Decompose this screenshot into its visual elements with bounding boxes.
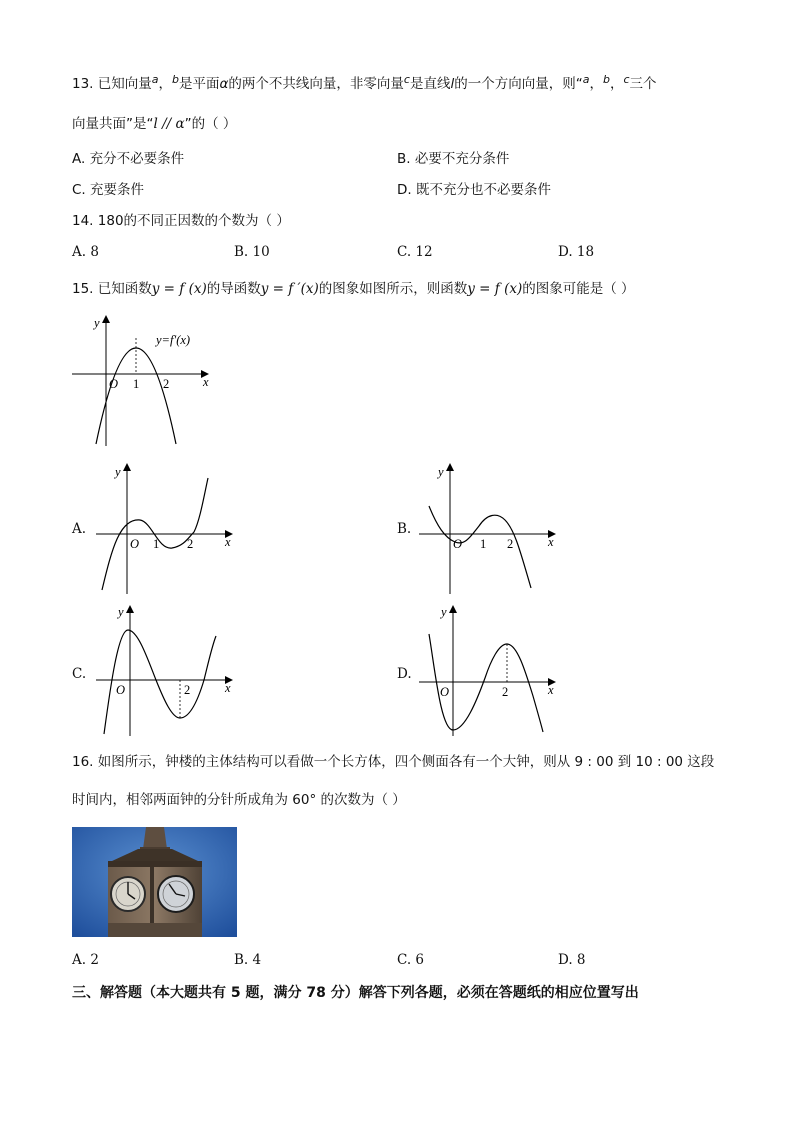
clock-face-right: [158, 876, 194, 912]
q16-option-b: B. 4: [234, 952, 262, 968]
svg-text:y=f′(x): y=f′(x): [156, 333, 191, 347]
svg-text:x: x: [225, 535, 231, 549]
q16-option-c: C. 6: [397, 952, 425, 968]
svg-text:2: 2: [502, 685, 509, 699]
svg-text:x: x: [225, 681, 231, 695]
q15-option-a-label: A.: [72, 521, 87, 537]
q16-stem-line2: 时间内，相邻两面钟的分针所成角为 60° 的次数为（ ）: [72, 792, 406, 808]
svg-text:O: O: [116, 683, 126, 697]
svg-text:y: y: [94, 316, 100, 330]
q15-option-c-label: C.: [72, 666, 87, 682]
derivative-graph: [60, 310, 220, 450]
q14-option-b: B. 10: [234, 244, 270, 260]
svg-text:1: 1: [133, 377, 140, 391]
svg-text:O: O: [453, 537, 463, 551]
svg-text:y: y: [441, 605, 447, 619]
q14-option-a: A. 8: [72, 244, 99, 260]
q15-option-d-label: D.: [397, 666, 412, 682]
svg-text:x: x: [203, 375, 209, 389]
q13-stem-line1: 13. 已知向量$^a$，$^b$是平面α的两个不共线向量，非零向量$^c$是直线l的一个方向向量，则“$^a$，$^b$，$^c$三个: [72, 73, 657, 92]
svg-text:y: y: [438, 465, 444, 479]
q15-option-d-graph: [415, 600, 565, 740]
svg-text:2: 2: [184, 683, 191, 697]
q14-stem: 14. 180的不同正因数的个数为（ ）: [72, 213, 290, 229]
q14-option-d: D. 18: [558, 244, 595, 260]
q13-option-d: D. 既不充分也不必要条件: [397, 182, 551, 198]
svg-text:2: 2: [507, 537, 514, 551]
svg-text:O: O: [109, 377, 119, 391]
q15-option-b-graph: [415, 458, 565, 598]
q16-option-d: D. 8: [558, 952, 586, 968]
svg-text:x: x: [548, 683, 554, 697]
svg-text:O: O: [130, 537, 140, 551]
q15-stem: 15. 已知函数y = f (x)的导函数y = f ′(x)的图象如图所示，则函数y = f (x)的图象可能是（ ）: [72, 281, 635, 297]
q13-option-a: A. 充分不必要条件: [72, 151, 185, 167]
svg-text:y: y: [115, 465, 121, 479]
q13-option-c: C. 充要条件: [72, 182, 145, 198]
q13-option-b: B. 必要不充分条件: [397, 151, 510, 167]
q15-option-c-graph: [92, 600, 242, 740]
q16-option-a: A. 2: [72, 952, 99, 968]
section3-heading: 三、解答题（本大题共有 5 题，满分 78 分）解答下列各题，必须在答题纸的相应位置写出: [72, 985, 639, 1001]
q15-option-a-graph: [92, 458, 242, 598]
svg-text:2: 2: [187, 537, 194, 551]
q16-stem-line1: 16. 如图所示，钟楼的主体结构可以看做一个长方体，四个侧面各有一个大钟，则从 9 : 00 到 10 : 00 这段: [72, 754, 715, 770]
svg-text:x: x: [548, 535, 554, 549]
q13-stem-line2: 向量共面”是“l // α”的（ ）: [72, 116, 237, 132]
q15-option-b-label: B.: [397, 521, 412, 537]
svg-text:y: y: [118, 605, 124, 619]
clock-face-left: [111, 877, 145, 911]
svg-text:O: O: [440, 685, 450, 699]
svg-text:2: 2: [163, 377, 170, 391]
svg-text:1: 1: [480, 537, 487, 551]
svg-text:1: 1: [153, 537, 160, 551]
q14-option-c: C. 12: [397, 244, 433, 260]
clock-tower-photo: [72, 827, 237, 937]
